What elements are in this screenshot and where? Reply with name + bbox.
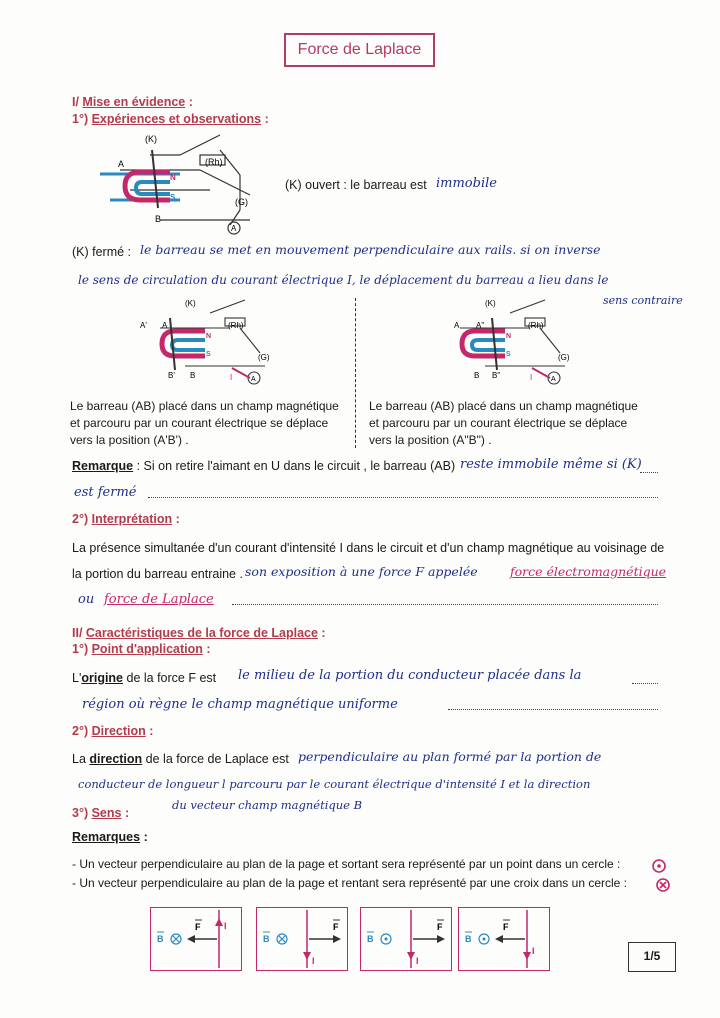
direction-heading (72, 724, 153, 738)
vector-b-label: B (367, 934, 374, 944)
label-b-prime: B' (168, 371, 175, 380)
origin-label-post: de la force F est (123, 671, 217, 685)
label-s: S (170, 193, 176, 202)
force-box-2 (256, 907, 348, 971)
interpretation-answer-pink-1: force électromagnétique (510, 564, 667, 579)
force-diagram-3 (361, 908, 451, 970)
closed-switch-answer-line3: sens contraire (603, 294, 683, 307)
current-i-label: I (416, 956, 419, 966)
remark-line (72, 459, 455, 473)
direction-number: 2°) (72, 724, 92, 738)
label-n-left: N (206, 333, 212, 340)
dotted-line (148, 497, 658, 498)
label-a-prime: A' (140, 321, 147, 330)
sens-heading (72, 806, 129, 820)
interpretation-colon: : (172, 512, 180, 526)
closed-switch-answer-line1: le barreau se met en mouvement perpendiculaire aux rails. si on inverse (140, 242, 601, 257)
u-magnet-left (162, 331, 205, 356)
origin-answer-2: région où règne le champ magnétique uniforme (82, 697, 398, 712)
remark-text: : Si on retire l'aimant en U dans le circuit , le barreau (AB) (133, 459, 456, 473)
direction-answer-1: perpendiculaire au plan formé par la portion de (298, 749, 602, 764)
label-g: (G) (235, 197, 248, 207)
label-n-right: N (506, 333, 512, 340)
caption-left-line: et parcouru par un courant électrique se déplace (70, 416, 329, 430)
bar-ab-second (492, 318, 497, 370)
interpretation-answer-1: son exposition à une force F appelée (245, 564, 478, 579)
remark-label: Remarque (72, 459, 134, 473)
origin-label-word: origine (81, 671, 124, 685)
force-f-label: F (333, 922, 339, 932)
cross-circle-icon (655, 877, 671, 893)
caption-left-line: Le barreau (AB) placé dans un champ magnétique (70, 399, 339, 413)
current-i-label: I (312, 956, 315, 966)
force-box-3 (360, 907, 452, 971)
interpretation-line2: la portion du barreau entraine . (72, 567, 243, 581)
force-diagram-4 (459, 908, 549, 970)
dotted-line (232, 604, 658, 605)
label-a-right: A (454, 321, 460, 330)
origin-label-pre: L' (72, 671, 82, 685)
direction-answer-3: du vecteur champ magnétique B (172, 798, 363, 812)
interpretation-line1: La présence simultanée d'un courant d'intensité I dans le circuit et d'un champ magnétique au voisinage de (72, 541, 665, 555)
label-i-left: I (230, 373, 233, 382)
remark-answer-2: est fermé (74, 485, 137, 500)
dotted-line (640, 472, 658, 473)
label-s-left: S (206, 351, 211, 358)
label-g-left: (G) (258, 353, 270, 362)
closed-switch-label: (K) fermé : (72, 245, 132, 259)
force-diagram-1 (151, 908, 241, 970)
label-a-left: A (162, 321, 168, 330)
label-s-right: S (506, 351, 511, 358)
remark-cross: - Un vecteur perpendiculaire au plan de la page et rentant sera représenté par une croix dans un cercle : (72, 876, 627, 890)
label-i-right: I (530, 373, 533, 382)
label-ammeter: A (231, 224, 237, 233)
remarks-heading (72, 830, 148, 844)
vector-b-label: B (157, 934, 164, 944)
label-b-second: B" (492, 371, 501, 380)
label-rh-left: (Rh) (228, 321, 244, 330)
dotted-line (448, 709, 658, 710)
force-f-label: F (195, 922, 201, 932)
interpretation-heading (72, 512, 180, 526)
point-number: 1°) (72, 642, 92, 656)
label-k: (K) (145, 134, 157, 144)
label-k-left: (K) (185, 299, 196, 308)
section-1-heading (72, 95, 193, 109)
vector-b-label: B (263, 934, 270, 944)
direction-colon: : (145, 724, 154, 738)
direction-label-word: direction (89, 752, 143, 766)
experiment-diagram-left (140, 298, 280, 393)
dotted-line (632, 683, 658, 684)
caption-left-line: vers la position (A'B') . (70, 433, 189, 447)
interpretation-answer-pink-2: force de Laplace (104, 592, 214, 607)
caption-left (70, 398, 339, 449)
label-rh-right: (Rh) (528, 321, 544, 330)
label-g-right: (G) (558, 353, 570, 362)
section-1-colon: : (185, 95, 193, 109)
direction-answer-2: conducteur de longueur l parcouru par le courant électrique d'intensité I et la direction (78, 777, 591, 791)
subsection-1-heading (72, 112, 269, 126)
open-switch-label: (K) ouvert : le barreau est (285, 178, 427, 192)
section-2-number: II/ (72, 626, 86, 640)
subsection-1-colon: : (261, 112, 269, 126)
direction-label (72, 752, 289, 766)
force-f-label: F (503, 922, 509, 932)
force-box-1 (150, 907, 242, 971)
label-ammeter-left: A (251, 376, 256, 383)
page-number: 1/5 (628, 942, 676, 972)
point-heading (72, 642, 211, 656)
vector-b-label: B (465, 934, 472, 944)
remark-dot: - Un vecteur perpendiculaire au plan de la page et sortant sera représenté par un point dans un cercle : (72, 857, 621, 871)
force-f-label: F (437, 922, 443, 932)
dot-circle-icon (651, 858, 667, 874)
subsection-1-number: 1°) (72, 112, 92, 126)
subsection-1-title: Expériences et observations (91, 112, 262, 126)
section-2-heading (72, 626, 326, 640)
direction-label-pre: La (72, 752, 90, 766)
label-b-left: B (190, 371, 196, 380)
remark-answer-1: reste immobile même si (K) (460, 457, 642, 472)
closed-switch-answer-line2: le sens de circulation du courant électrique I, le déplacement du barreau a lieu dans le (78, 273, 609, 287)
current-i-label: I (532, 946, 535, 956)
label-n: N (170, 173, 176, 182)
sens-title: Sens (91, 806, 122, 820)
label-a-second: A" (476, 321, 485, 330)
remarks-label: Remarques (72, 830, 141, 844)
section-1-number: I/ (72, 95, 83, 109)
interpretation-answer-2: ou (78, 592, 95, 607)
column-divider (355, 298, 356, 448)
experiment-diagram-right (440, 298, 580, 393)
label-ammeter-right: A (551, 376, 556, 383)
experiment-diagram-open (100, 130, 280, 240)
interpretation-number: 2°) (72, 512, 92, 526)
direction-title: Direction (91, 724, 146, 738)
section-1-title: Mise en évidence (82, 95, 186, 109)
caption-right-line: Le barreau (AB) placé dans un champ magnétique (369, 399, 638, 413)
label-rh: (Rh) (205, 157, 223, 167)
force-box-4 (458, 907, 550, 971)
u-magnet-right (462, 331, 505, 356)
caption-right-line: et parcouru par un courant électrique se déplace (369, 416, 628, 430)
origin-answer-1: le milieu de la portion du conducteur placée dans la (238, 668, 582, 683)
sens-number: 3°) (72, 806, 92, 820)
current-i-label: I (224, 921, 227, 931)
caption-right (369, 398, 638, 449)
point-colon: : (202, 642, 211, 656)
caption-right-line: vers la position (A"B") . (369, 433, 492, 447)
origin-label (72, 671, 216, 685)
sens-colon: : (121, 806, 130, 820)
label-b-right: B (474, 371, 480, 380)
force-diagram-2 (257, 908, 347, 970)
direction-label-post: de la force de Laplace est (142, 752, 289, 766)
label-a: A (118, 159, 125, 169)
remarks-colon: : (140, 830, 148, 844)
interpretation-title: Interprétation (91, 512, 173, 526)
open-switch-answer: immobile (436, 176, 497, 191)
section-2-colon: : (317, 626, 326, 640)
section-2-title: Caractéristiques de la force de Laplace (85, 626, 318, 640)
page-title: Force de Laplace (284, 33, 435, 67)
label-k-right: (K) (485, 299, 496, 308)
label-b: B (155, 214, 162, 224)
point-title: Point d'application (91, 642, 203, 656)
